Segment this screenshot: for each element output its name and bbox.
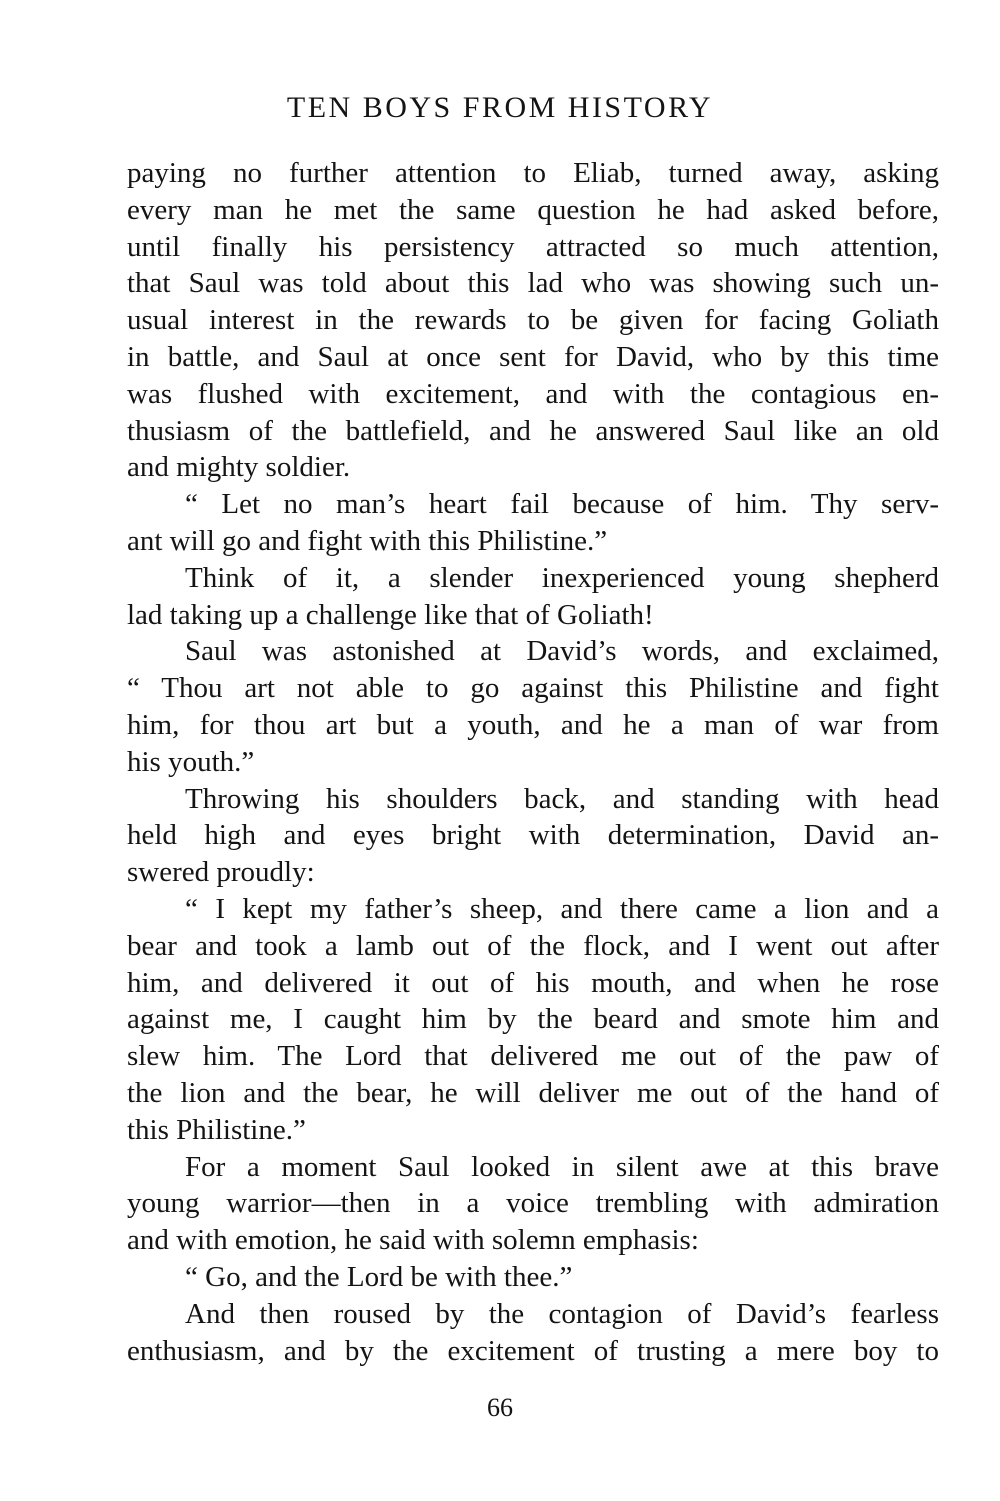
text-line: young warrior—then in a voice trembling with admiration <box>127 1187 939 1220</box>
text-line: every man he met the same question he had asked before, <box>127 193 939 226</box>
text-line: usual interest in the rewards to be given for facing Goliath <box>127 304 939 337</box>
paragraph <box>127 781 939 891</box>
text-line: slew him. The Lord that delivered me out of the paw of <box>127 1040 939 1073</box>
text-line: Throwing his shoulders back, and standing with head <box>185 782 939 815</box>
text-line: and with emotion, he said with solemn emphasis: <box>127 1224 699 1257</box>
text-line: And then roused by the contagion of David’s fearless <box>185 1297 939 1330</box>
text-line: Saul was astonished at David’s words, and exclaimed, <box>185 635 939 668</box>
text-line: swered proudly: <box>127 856 315 889</box>
paragraph <box>127 486 939 560</box>
text-line: enthusiasm, and by the excitement of trusting a mere boy to <box>127 1334 939 1367</box>
text-line: this Philistine.” <box>127 1113 306 1146</box>
paragraph <box>127 1259 939 1296</box>
paragraph <box>127 1296 939 1370</box>
text-line: the lion and the bear, he will deliver me out of the hand of <box>127 1076 939 1109</box>
text-line: that Saul was told about this lad who was showing such un- <box>127 267 939 300</box>
text-line: lad taking up a challenge like that of Goliath! <box>127 598 654 631</box>
text-line: held high and eyes bright with determination, David an- <box>127 819 939 852</box>
text-line: bear and took a lamb out of the flock, and I went out after <box>127 929 939 962</box>
text-line: in battle, and Saul at once sent for David, who by this time <box>127 340 939 373</box>
paragraph <box>127 633 939 780</box>
text-line: “ I kept my father’s sheep, and there came a lion and a <box>185 892 939 925</box>
body-text <box>127 155 939 1369</box>
text-line: “ Go, and the Lord be with thee.” <box>185 1260 573 1293</box>
text-line: him, for thou art but a youth, and he a man of war from <box>127 708 939 741</box>
text-line: ant will go and fight with this Philistine.” <box>127 524 608 557</box>
text-line: thusiasm of the battlefield, and he answered Saul like an old <box>127 414 939 447</box>
page-number: 66 <box>487 1393 513 1422</box>
text-line: and mighty soldier. <box>127 451 351 484</box>
text-line: against me, I caught him by the beard and smote him and <box>127 1003 939 1036</box>
text-line: “ Thou art not able to go against this Philistine and fight <box>127 672 939 705</box>
paragraph <box>127 891 939 1149</box>
paragraph <box>127 155 939 486</box>
text-line: him, and delivered it out of his mouth, and when he rose <box>127 966 939 999</box>
text-line: “ Let no man’s heart fail because of him. Thy serv- <box>185 488 939 521</box>
text-line: until finally his persistency attracted so much attention, <box>127 230 939 263</box>
text-line: For a moment Saul looked in silent awe at this brave <box>185 1150 939 1183</box>
paragraph <box>127 1149 939 1259</box>
text-line: his youth.” <box>127 745 255 778</box>
text-line: was flushed with excitement, and with the contagious en- <box>127 377 939 410</box>
text-line: paying no further attention to Eliab, turned away, asking <box>127 157 939 189</box>
text-line: Think of it, a slender inexperienced young shepherd <box>185 561 939 594</box>
paragraph <box>127 560 939 634</box>
running-head: TEN BOYS FROM HISTORY <box>286 91 714 124</box>
